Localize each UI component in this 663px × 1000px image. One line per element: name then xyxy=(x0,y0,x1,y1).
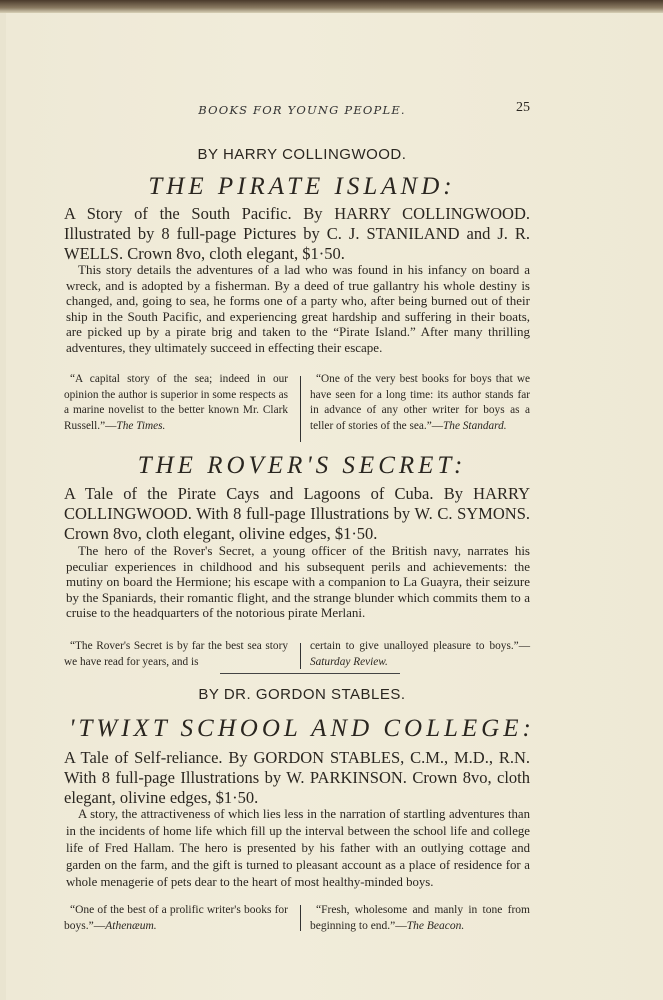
review-standard xyxy=(310,372,530,434)
review-source: Saturday Review. xyxy=(310,655,388,668)
review-source: The Beacon. xyxy=(406,919,465,932)
review-source: The Times. xyxy=(116,419,166,432)
page-number: 25 xyxy=(516,100,530,115)
book-lead-twixt-school: A Tale of Self-reliance. By GORDON STABLES, C.M., M.D., R.N. With 8 full-page Illustrations by W. PARKINSON. Crown 8vo, cloth elegant, olivine edges, $1·50. xyxy=(64,748,530,807)
review-source: Athenæum. xyxy=(105,919,157,932)
review-athenaeum xyxy=(64,903,288,934)
book-title-twixt-school: 'TWIXT SCHOOL AND COLLEGE: xyxy=(69,715,535,742)
review-divider xyxy=(300,376,301,442)
section-rule xyxy=(220,673,400,674)
book-title-rovers-secret: THE ROVER'S SECRET: xyxy=(137,452,467,479)
review-divider xyxy=(300,643,301,669)
review-text: “Fresh, wholesome and manly in tone from beginning to end.”— xyxy=(310,904,530,932)
book-description-twixt-school: A story, the attractiveness of which lies less in the narration of startling adventures than in the incidents of home life which fill up the interval between the school life and college life of Fred Hallam. The hero is presented by his father with an outlying cottage and garden on the farm, and the gift is turned to pleasant account as a place of residence for a whole menagerie of pets dear to the heart of most healthy-minded boys. xyxy=(66,807,530,889)
book-lead-rovers-secret: A Tale of the Pirate Cays and Lagoons of Cuba. By HARRY COLLINGWOOD. With 8 full-page Illustrations by W. C. SYMONS. Crown 8vo, cloth elegant, olivine edges, $1·50. xyxy=(64,484,530,543)
review-divider xyxy=(300,905,301,931)
book-description-pirate-island: This story details the adventures of a lad who was found in his infancy on board a wreck, and is adopted by a fisherman. By a deed of true gallantry his whole destiny is changed, and, going to sea, he forms one of a party who, after being burned out of their ship in the South Pacific, and experiencing great hardship and suffering in their boats, are picked up by a pirate brig and taken to the “Pirate Island.” After many thrilling adventures, they ultimately succeed in effecting their escape. xyxy=(66,262,530,355)
page-top-edge xyxy=(0,0,663,13)
review-text: “One of the best of a prolific writer's books for boys.”— xyxy=(64,904,288,932)
review-source: The Standard. xyxy=(443,419,507,432)
book-description-rovers-secret: The hero of the Rover's Secret, a young officer of the British navy, narrates his peculiar experiences in childhood and his subsequent perils and achievements: the mutiny on board the Hermione; his escape with a companion to La Guayra, their seizure by the Spaniards, their romantic flight, and the strange blunder which commits them to a cruise to the headquarters of the notorious pirate Merlani. xyxy=(66,543,530,621)
running-title: BOOKS FOR YOUNG PEOPLE. xyxy=(198,103,406,117)
book-title-pirate-island: THE PIRATE ISLAND: xyxy=(148,173,456,200)
review-text: “A capital story of the sea; indeed in our opinion the author is superior in some respects as a marine novelist to the better known Mr. Clark Russell.”— xyxy=(64,373,288,432)
review-text: certain to give unalloyed pleasure to boys.”— xyxy=(310,640,530,652)
review-saturday-review xyxy=(310,639,530,670)
review-text: “One of the very best books for boys that we have seen for a long time: its author stands far in advance of any other writer for boys as a teller of stories of the sea.”— xyxy=(310,373,530,432)
author-heading-stables: BY DR. GORDON STABLES. xyxy=(198,686,406,703)
author-heading-collingwood: BY HARRY COLLINGWOOD. xyxy=(197,146,407,163)
review-beacon xyxy=(310,903,530,934)
review-times xyxy=(64,372,288,434)
book-lead-pirate-island: A Story of the South Pacific. By HARRY COLLINGWOOD. Illustrated by 8 full-page Pictures by C. J. STANILAND and J. R. WELLS. Crown 8vo, cloth elegant, $1·50. xyxy=(64,204,530,263)
review-rovers-left: “The Rover's Secret is by far the best sea story we have read for years, and is xyxy=(64,640,288,668)
